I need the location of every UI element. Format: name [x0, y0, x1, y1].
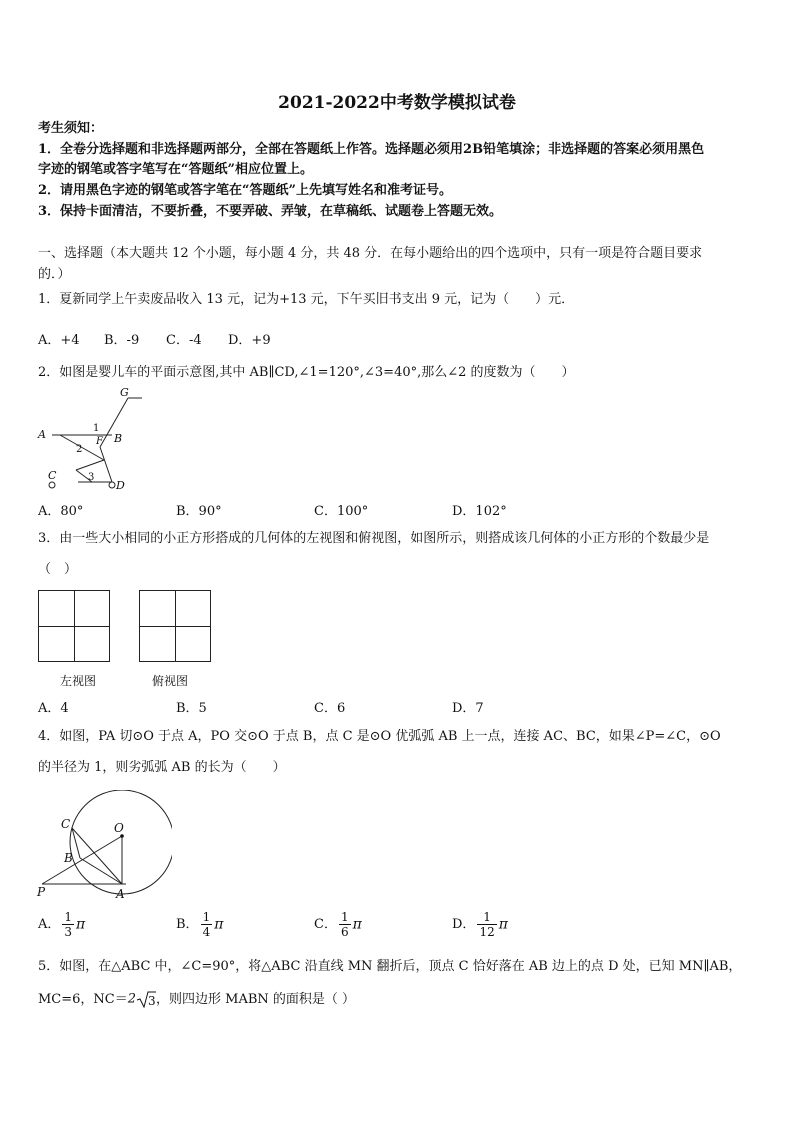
- q3-option-b[interactable]: B．5: [176, 701, 207, 716]
- angle-label-3: 3: [88, 472, 95, 483]
- q4-option-b-letter: B．: [176, 917, 199, 932]
- stroller-diagram: [36, 386, 156, 492]
- fraction-numerator: 1: [477, 910, 496, 925]
- radicand: 3: [148, 994, 156, 1008]
- angle-label-2: 2: [76, 444, 83, 455]
- fraction-denominator: 4: [202, 925, 211, 939]
- left-view-caption: 左视图: [60, 674, 97, 688]
- label-b: B: [114, 432, 123, 445]
- fraction-numerator: 1: [340, 910, 349, 924]
- q4-option-c-letter: C．: [314, 917, 337, 932]
- label-f: F: [96, 436, 103, 447]
- section-heading-line-2: 的．）: [38, 267, 71, 282]
- label-b: B: [64, 851, 73, 865]
- q2-option-d[interactable]: D．102°: [452, 504, 507, 519]
- question-1-stem: 1．夏新同学上午卖废品收入 13 元，记为+13 元，下午买旧书支出 9 元，记为（ ）元．: [38, 292, 575, 307]
- question-3-stem: 3．由一些大小相同的小正方形搭成的几何体的左视图和俯视图，如图所示，则搭成该几何体的小正方形的个数最少是: [38, 531, 710, 546]
- q4-option-b[interactable]: [176, 910, 223, 939]
- label-c: C: [48, 469, 57, 482]
- q4-option-d-letter: D．: [452, 917, 476, 932]
- page-title: 2021-2022中考数学模拟试卷: [278, 93, 516, 113]
- circle-tangent-diagram: [34, 790, 172, 900]
- question-4-stem-2: 的半径为 1，则劣弧弧 AB 的长为（ ）: [38, 760, 286, 775]
- fraction: [201, 910, 213, 939]
- fraction-denominator: 3: [64, 925, 73, 939]
- pi-symbol: π: [352, 916, 362, 933]
- label-c: C: [61, 817, 71, 831]
- q1-option-b[interactable]: B．-9: [104, 333, 140, 348]
- q5-stem-part-1: MC=6，NC＝: [38, 991, 128, 1007]
- q3-option-c[interactable]: C．6: [314, 701, 346, 716]
- notice-line-1: 1．全卷分选择题和非选择题两部分，全部在答题纸上作答。选择题必须用2B铅笔填涂；非选择题的答案必须用黑色: [38, 142, 705, 157]
- pi-symbol: π: [214, 916, 224, 933]
- question-5-stem-2: [38, 990, 355, 1009]
- left-view-grid: [38, 590, 110, 662]
- label-a: A: [38, 428, 46, 441]
- label-p: P: [37, 885, 46, 899]
- fraction-denominator: 12: [479, 925, 495, 939]
- label-o: O: [114, 821, 124, 835]
- fraction-numerator: 1: [64, 910, 73, 924]
- question-5-stem: 5．如图，在△ABC 中，∠C=90°，将△ABC 沿直线 MN 翻折后，顶点 C 恰好落在 AB 边上的点 D 处，已知 MN∥AB，: [38, 959, 742, 974]
- q4-option-a[interactable]: [38, 910, 85, 939]
- label-d: D: [116, 479, 125, 492]
- top-view-grid: [139, 590, 211, 662]
- fraction: [62, 910, 74, 939]
- fraction: [477, 910, 496, 939]
- q3-option-a[interactable]: A．4: [38, 701, 69, 716]
- radical-expression: [128, 990, 156, 1009]
- angle-label-1: 1: [93, 423, 100, 434]
- fraction: [339, 910, 351, 939]
- sqrt-sign-icon: [136, 990, 156, 1008]
- pi-symbol: π: [76, 916, 86, 933]
- q4-option-a-letter: A．: [38, 917, 61, 932]
- q1-option-d[interactable]: D．+9: [228, 333, 271, 348]
- notice-heading: 考生须知：: [38, 121, 104, 136]
- question-2-stem: 2．如图是婴儿车的平面示意图,其中 AB∥CD,∠1=120°,∠3=40°,那么∠2 的度数为（ ）: [38, 365, 575, 380]
- q3-option-d[interactable]: D．7: [452, 701, 484, 716]
- q1-option-a[interactable]: A．+4: [38, 333, 80, 348]
- notice-line-3: 3．保持卡面清洁，不要折叠，不要弄破、弄皱，在草稿纸、试题卷上答题无效。: [38, 204, 503, 219]
- q4-option-d[interactable]: [452, 910, 508, 939]
- fraction-numerator: 1: [202, 910, 211, 924]
- q2-option-b[interactable]: B．90°: [176, 504, 222, 519]
- q5-stem-part-2: ，则四边形 MABN 的面积是（ ）: [156, 991, 356, 1007]
- q4-option-c[interactable]: [314, 910, 362, 939]
- label-a: A: [116, 887, 125, 900]
- q2-option-c[interactable]: C．100°: [314, 504, 369, 519]
- radical-coefficient: 2: [127, 991, 137, 1007]
- top-view-caption: 俯视图: [152, 674, 189, 688]
- label-g: G: [120, 386, 129, 399]
- q1-option-c[interactable]: C．-4: [166, 333, 202, 348]
- question-3-stem-2: （ ）: [38, 562, 78, 577]
- question-4-stem: 4．如图，PA 切⊙O 于点 A，PO 交⊙O 于点 B，点 C 是⊙O 优弧弧 AB 上一点，连接 AC、BC，如果∠P=∠C，⊙O: [38, 729, 721, 744]
- q2-option-a[interactable]: A．80°: [38, 504, 84, 519]
- pi-symbol: π: [498, 916, 508, 933]
- section-heading-line-1: 一、选择题（本大题共 12 个小题，每小题 4 分，共 48 分．在每小题给出的四个选项中，只有一项是符合题目要求: [38, 246, 703, 261]
- fraction-denominator: 6: [340, 925, 349, 939]
- notice-line-1b: 字迹的钢笔或答字笔写在“答题纸”相应位置上。: [38, 162, 313, 177]
- notice-line-2: 2．请用黑色字迹的钢笔或答字笔在“答题纸”上先填写姓名和准考证号。: [38, 183, 453, 198]
